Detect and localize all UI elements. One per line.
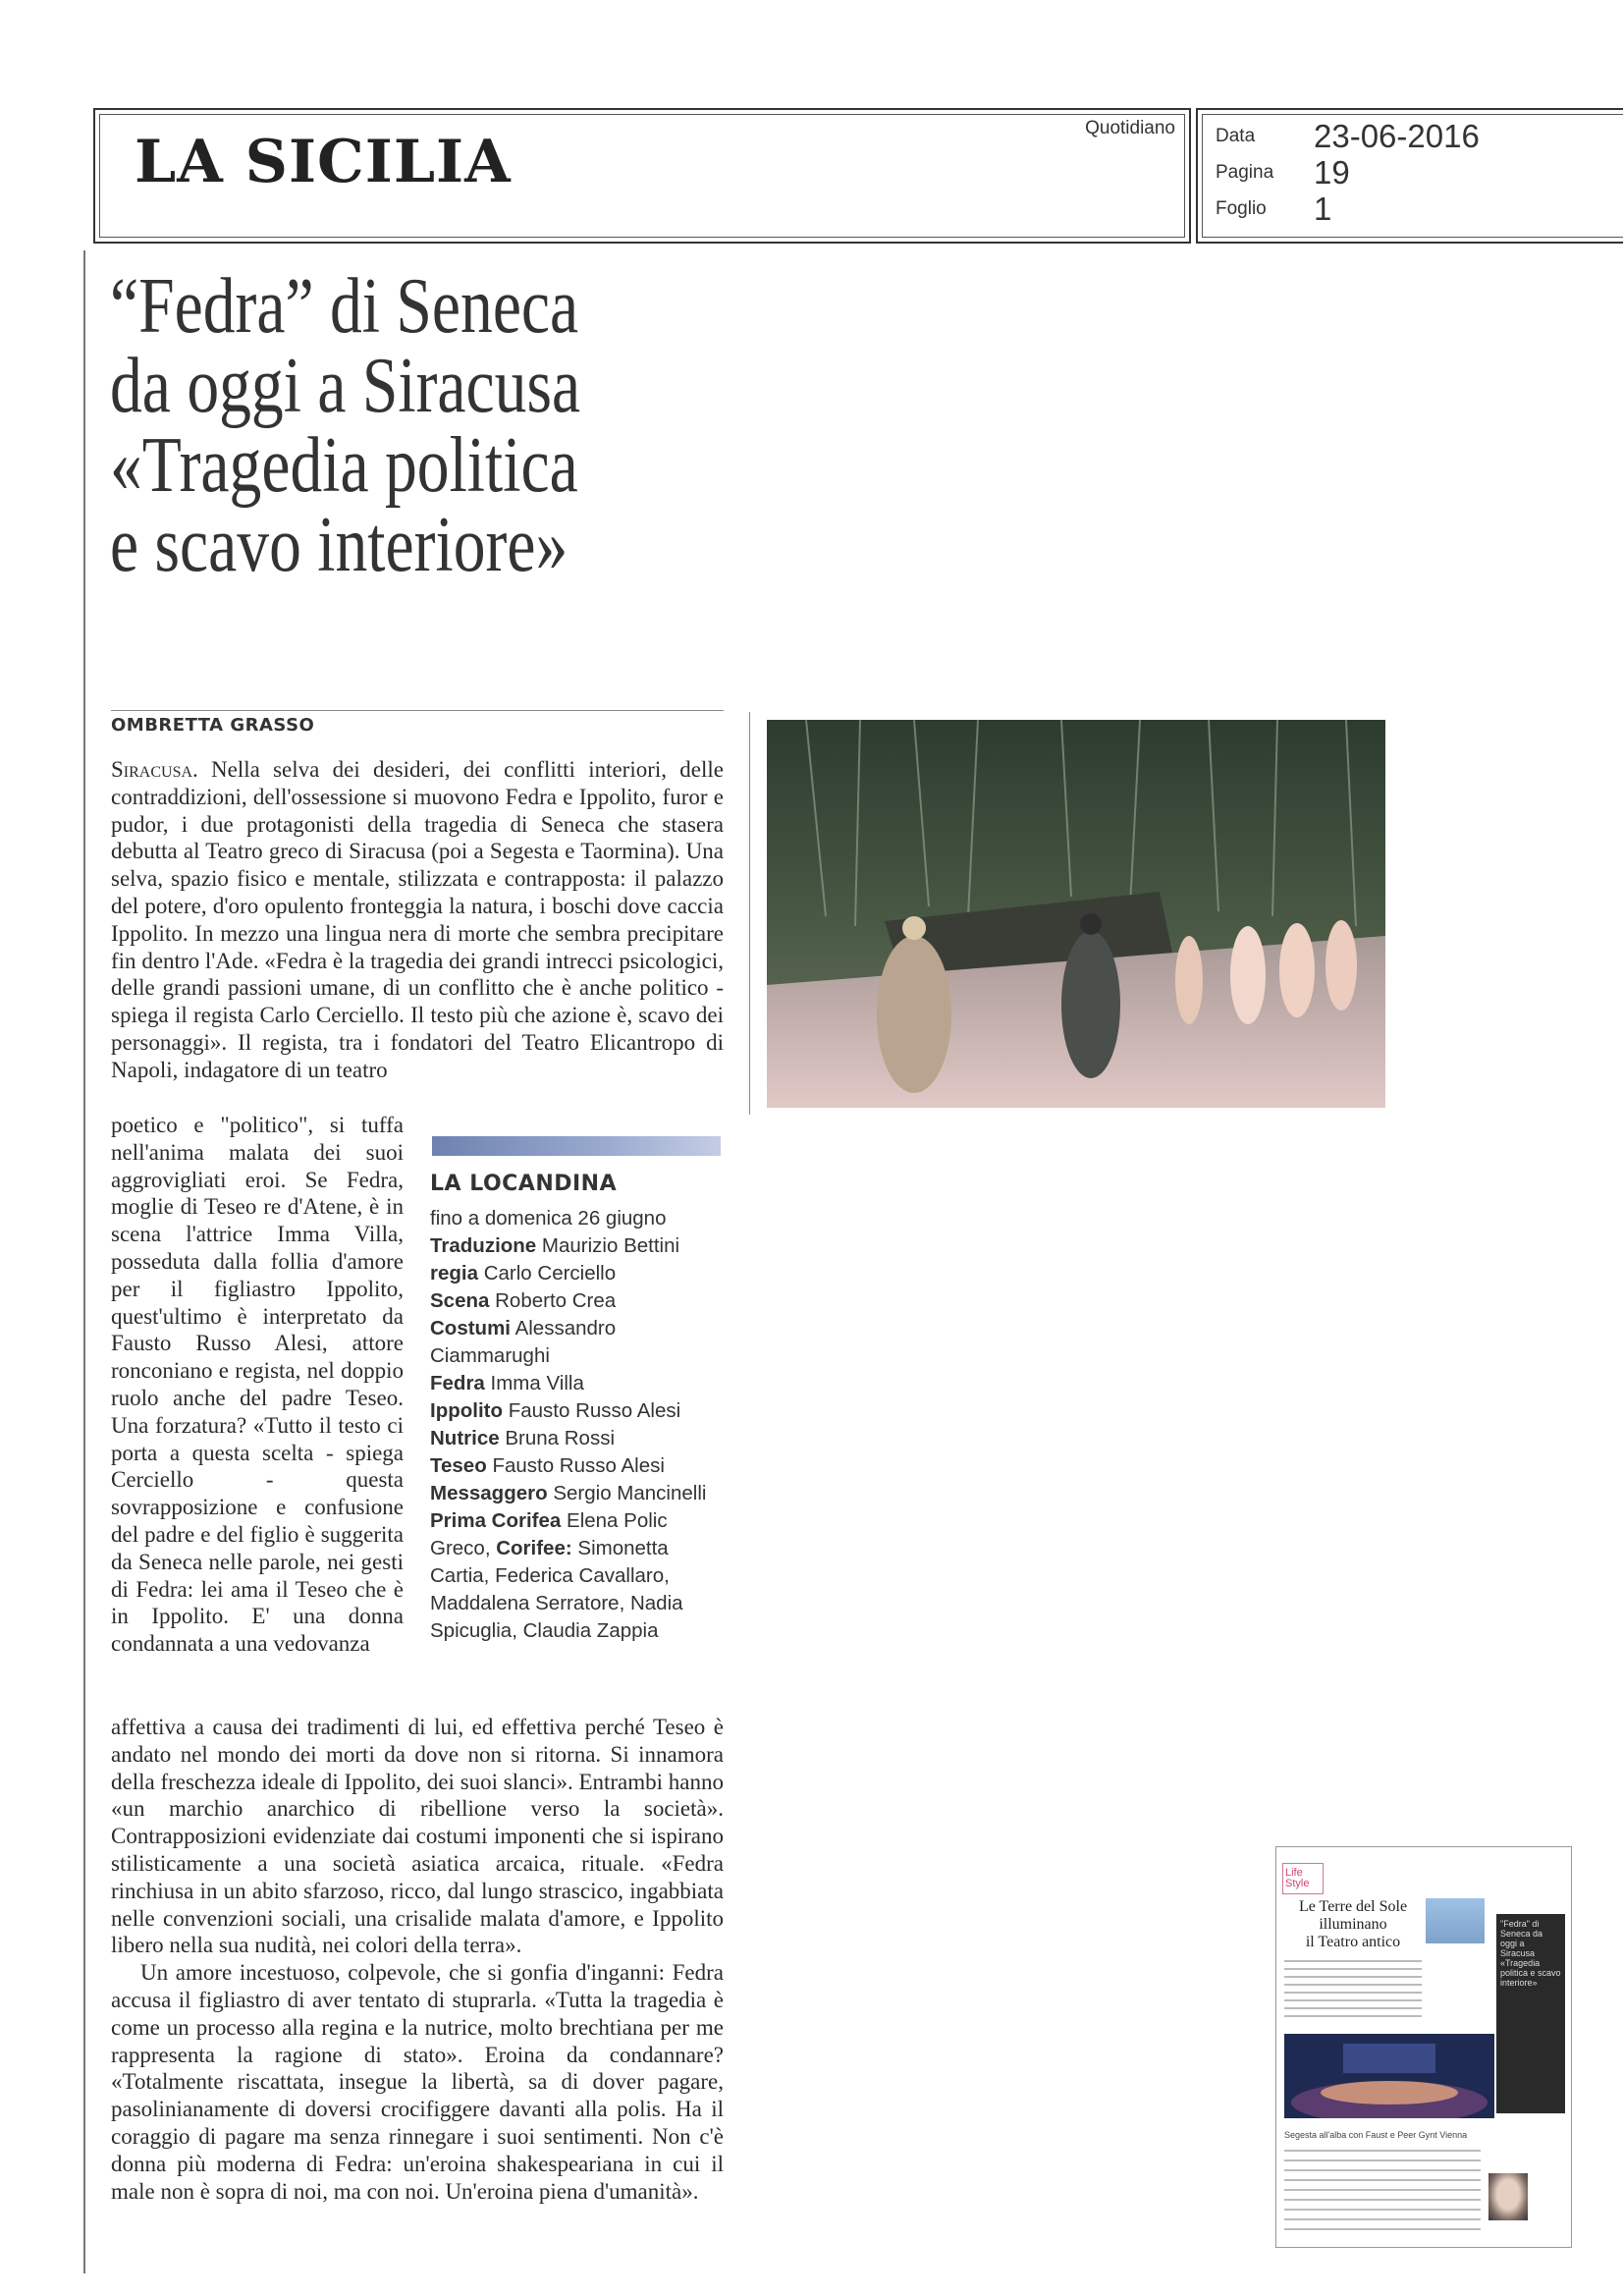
thumbnail-mast-text: Life Style	[1285, 1867, 1310, 1889]
credit-row	[430, 1315, 725, 1370]
credit-name: Sergio Mancinelli	[553, 1482, 707, 1504]
article-body-end	[111, 1714, 724, 2205]
credit-role: Prima Corifea	[430, 1509, 562, 1532]
credit-role: Traduzione	[430, 1234, 537, 1257]
thumbnail-headline	[1284, 1898, 1422, 1951]
thumbnail-caption: Segesta all'alba con Faust e Peer Gynt Vienna	[1284, 2130, 1468, 2140]
dateline: Siracusa.	[111, 757, 198, 782]
credit-name: Maurizio Bettini	[541, 1234, 680, 1257]
credit-role: regia	[430, 1262, 478, 1285]
credit-role: Fedra	[430, 1372, 485, 1394]
credit-row	[430, 1507, 725, 1645]
credit-name: Fausto Russo Alesi	[508, 1399, 681, 1422]
body-intro-text: Nella selva dei desideri, dei conflitti interiori, delle contraddizioni, dell'ossessione si muovono Fedra e Ippolito, furor e pudor, i due protagonisti della tragedia di Seneca che stasera debutta al Teatro greco di Siracusa (poi a Segesta e Taormina). Una selva, spazio fisico e mentale, stilizzata e contrapposta: il palazzo del potere, d'oro opulento fronteggia la natura, i boschi dove caccia Ippolito. In mezzo una lingua nera di morte che sembra precipitare fin dentro l'Ade. «Fedra è la tragedia dei grandi intrecci psicologici, delle grandi passioni umane, di un conflitto che è anche politico - spiega il regista Carlo Cerciello. Il testo più che azione è, scavo dei personaggi». Il regista, tra i fondatori del Teatro Elicantropo di Napoli, indagatore di un teatro	[111, 757, 724, 1082]
meta-sheet-value: 1	[1314, 191, 1332, 227]
credit-name: Elena Polic Greco,	[430, 1509, 668, 1559]
credit-role: Ippolito	[430, 1399, 504, 1422]
article-body-column	[111, 1112, 404, 1658]
body-paragraph: affettiva a causa dei tradimenti di lui, ed effettiva perché Teseo è andato nel mondo dei morti da dove non si ritorna. Si innamora della freschezza ideale di Ippolito, dei suoi slanci». Entrambi hanno «un marchio anarchico di ribellione verso la società». Contrapposizioni evidenziate dai costumi imponenti che si ispirano stilisticamente a una società asiatica arcaica, rituale. «Fedra rinchiusa in un abito sfarzoso, ricco, dal lungo strascico, ingabbiata nelle convenzioni sociali, una crisalide malata d'amore, e Ippolito libero nella sua nudità, nei colori della terra».	[111, 1715, 724, 1958]
thumbnail-mast	[1282, 1863, 1324, 1894]
article-headline	[110, 263, 674, 588]
credit-row	[430, 1397, 725, 1425]
credit-name: Carlo Cerciello	[483, 1262, 617, 1285]
meta-date-label: Data	[1216, 126, 1256, 146]
credit-role: Teseo	[430, 1454, 487, 1477]
headline-line: “Fedra” di Seneca	[110, 263, 579, 350]
credit-row	[430, 1232, 725, 1260]
meta-page	[1216, 154, 1350, 191]
credit-name: Bruna Rossi	[505, 1427, 616, 1449]
stage-photo-image	[767, 720, 1385, 1108]
credit-row	[430, 1452, 725, 1480]
credit-row	[430, 1370, 725, 1397]
thumbnail-sidebar-text: "Fedra" di Seneca da oggi a Siracusa «Tragedia politica e scavo interiore»	[1500, 1919, 1561, 1988]
thumbnail-portrait	[1488, 2173, 1528, 2220]
meta-date	[1216, 118, 1480, 155]
credit-row	[430, 1480, 725, 1507]
meta-page-label: Pagina	[1216, 162, 1274, 183]
meta-sheet	[1216, 191, 1331, 228]
credit-row	[430, 1287, 725, 1315]
newspaper-masthead: LA SICILIA	[135, 128, 512, 196]
locandina-credits	[430, 1205, 725, 1645]
meta-date-value: 23-06-2016	[1314, 118, 1480, 154]
body-column-text: poetico e "politico", si tuffa nell'anima malata dei suoi aggrovigliati eroi. Se Fedra, moglie di Teseo re d'Atene, è in scena l'attrice Imma Villa, posseduta dalla follia d'amore per il figliastro Ippolito, quest'ultimo è interpretato da Fausto Russo Alesi, attore ronconiano e regista, nel doppio ruolo anche del padre Teseo. Una forzatura? «Tutto il testo ci porta a questa scelta - spiega Cerciello - questa sovrapposizione e confusione del padre e del figlio è suggerita da Seneca nelle parole, nei gesti di Fedra: lei ama il Teseo che è in Ippolito. E' una donna condannata a una vedovanza	[111, 1113, 404, 1657]
thumbnail-headline-line: il Teatro antico	[1305, 1934, 1401, 1950]
locandina-intro: fino a domenica 26 giugno	[430, 1207, 667, 1230]
headline-line: da oggi a Siracusa	[110, 343, 581, 429]
article-body-intro	[111, 756, 724, 1084]
headline-line: «Tragedia politica	[110, 422, 578, 509]
credit-role: Messaggero	[430, 1482, 548, 1504]
credit-row	[430, 1260, 725, 1287]
thumbnail-headline-line: Le Terre del Sole	[1298, 1898, 1408, 1915]
byline: OMBRETTA GRASSO	[111, 715, 315, 736]
locandina-color-bar	[432, 1136, 721, 1156]
credit-role: Scena	[430, 1289, 490, 1312]
photo-divider-rule	[749, 712, 750, 1115]
edition-type: Quotidiano	[1085, 118, 1175, 138]
left-column-rule	[83, 250, 85, 2273]
credit-row	[430, 1425, 725, 1452]
thumbnail-text-lines	[1284, 1957, 1422, 2026]
credit-role: Nutrice	[430, 1427, 500, 1449]
credit-name: Imma Villa	[490, 1372, 584, 1394]
credit-name: Roberto Crea	[495, 1289, 617, 1312]
thumbnail-text-lines	[1284, 2147, 1481, 2235]
credit-name: Alessandro Ciammarughi	[430, 1317, 617, 1367]
body-paragraph: Un amore incestuoso, colpevole, che si gonfia d'inganni: Fedra accusa il figliastro di aver tentato di stuprarla. «Tutta la tragedia è come un processo alla regina e la nutrice, molto brechtiana per me rappresenta la ragione di stato». Eroina da condannare? «Totalmente riscattata, insegue la libertà, sa di dover pagare, pasolinianamente di doversi crocifiggere davanti alla polis. Ha il coraggio di pagare ma senza rinnegare i suoi sentimenti. Non c'è donna più moderna di Fedra: un'eroina shakespeariana in cui il male non è sopra di noi, ma con noi. Un'eroina piena d'umanità».	[111, 1960, 724, 2204]
meta-sheet-label: Foglio	[1216, 198, 1267, 219]
issue-meta-box	[1196, 108, 1623, 244]
thumbnail-headline-line: illuminano	[1319, 1916, 1387, 1933]
credit-name: Simonetta Cartia, Federica Cavallaro, Maddalena Serratore, Nadia Spicuglia, Claudia Zappia	[430, 1537, 683, 1642]
locandina-title: LA LOCANDINA	[430, 1172, 618, 1196]
headline-line: e scavo interiore»	[110, 502, 568, 588]
byline-rule	[111, 710, 724, 711]
stage-photo	[767, 720, 1385, 1108]
page-thumbnail	[1275, 1846, 1572, 2248]
credit-role: Corifee:	[496, 1537, 572, 1559]
credit-name: Fausto Russo Alesi	[492, 1454, 665, 1477]
meta-page-value: 19	[1314, 154, 1350, 191]
credit-role: Costumi	[430, 1317, 511, 1339]
masthead-box	[93, 108, 1191, 244]
thumbnail-photo	[1426, 1898, 1485, 1943]
thumbnail-theatre-photo	[1284, 2034, 1494, 2118]
